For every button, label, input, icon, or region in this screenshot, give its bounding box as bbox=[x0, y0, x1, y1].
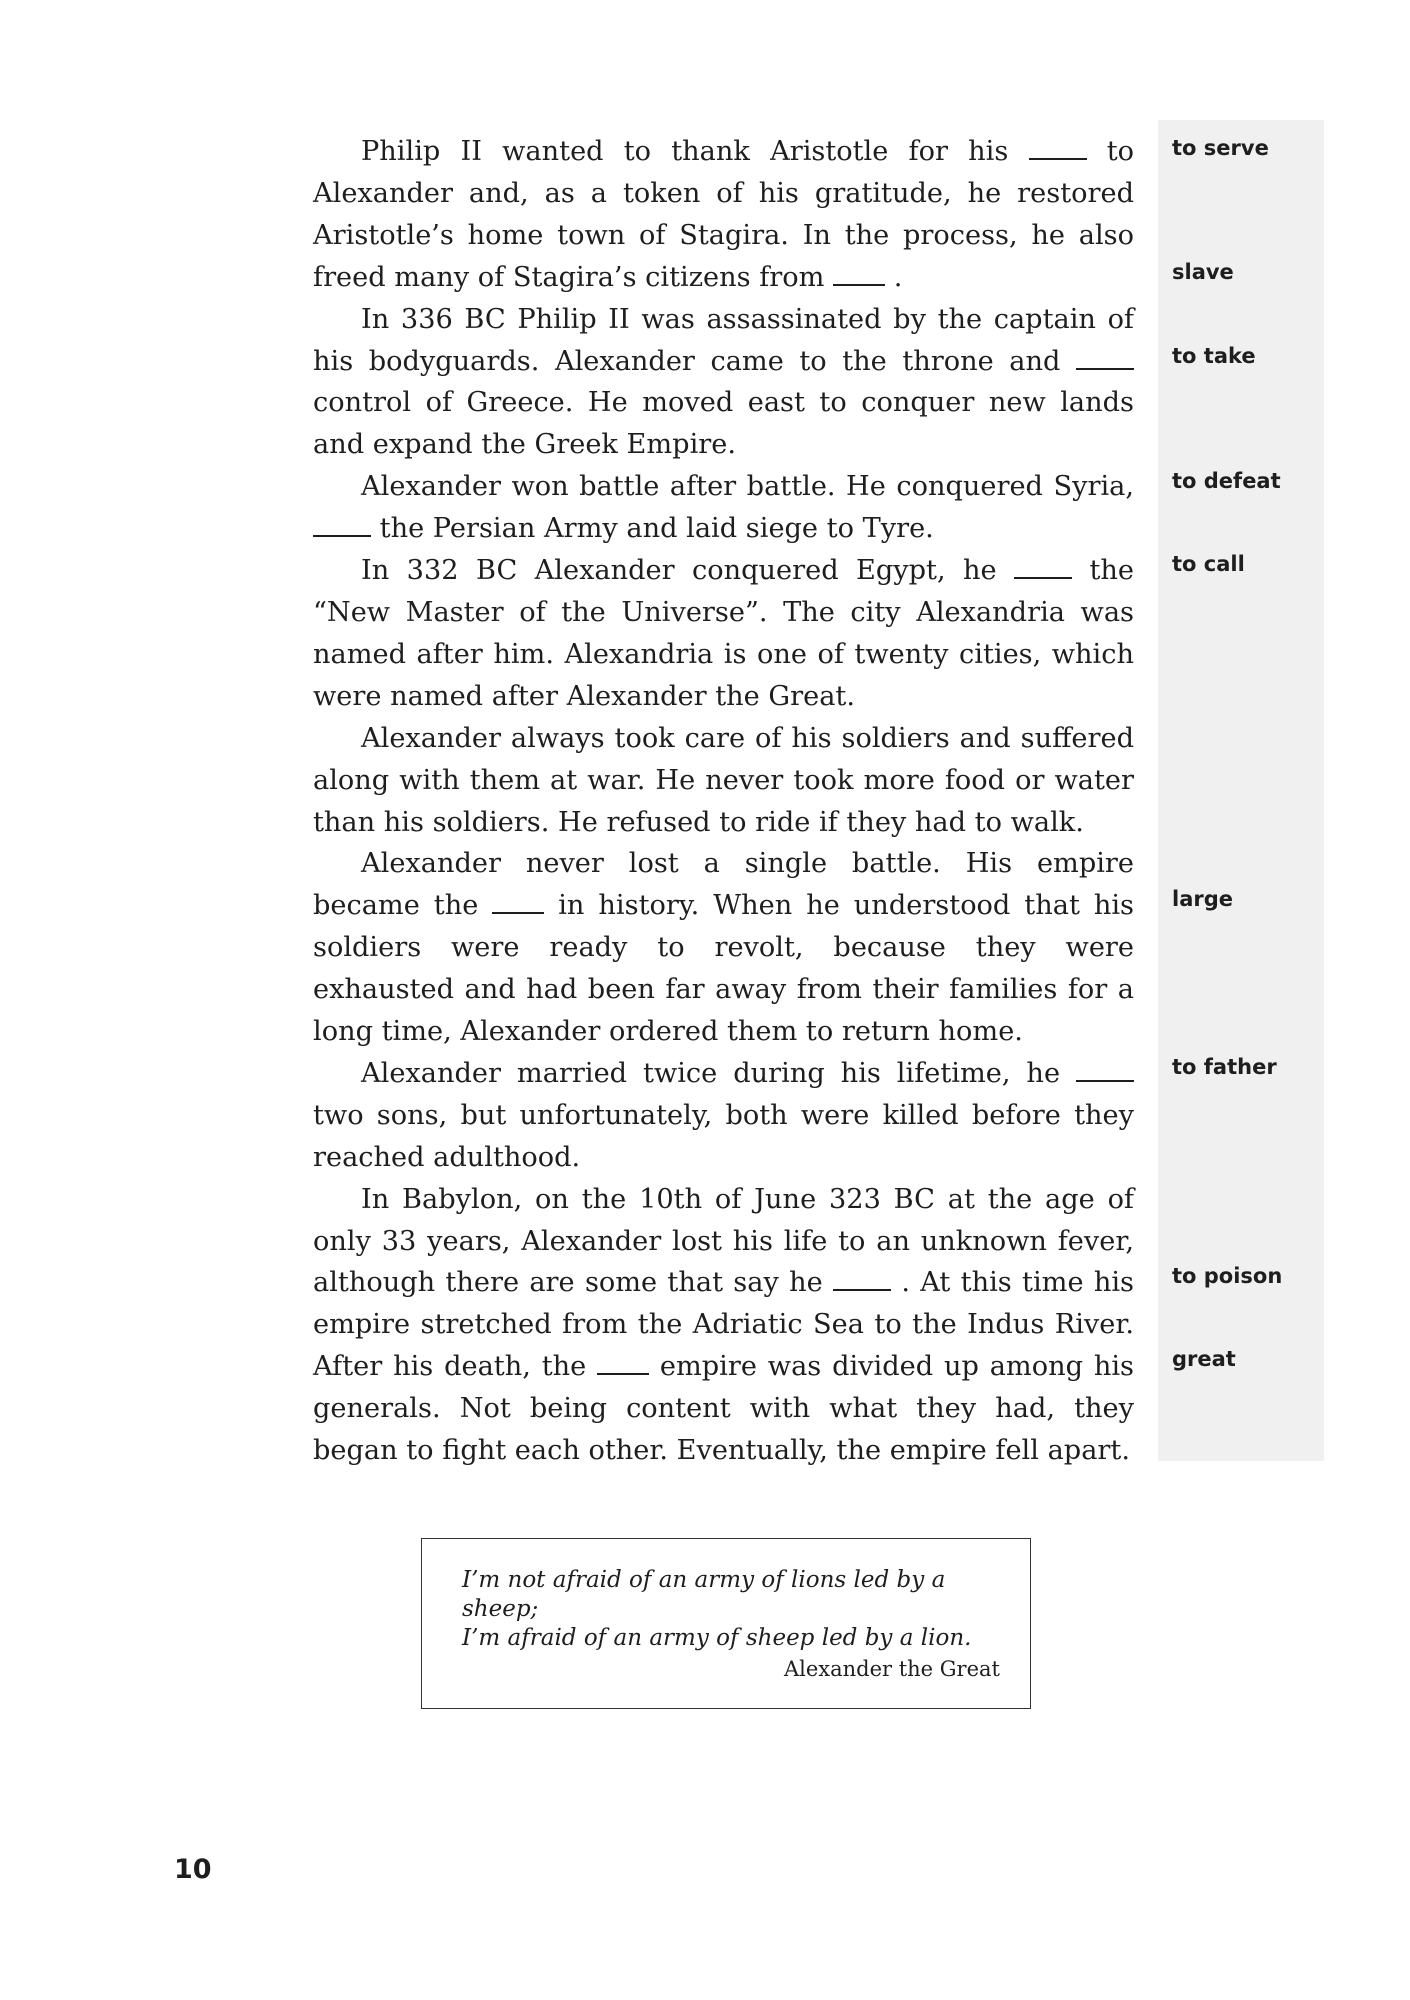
paragraph: Alexander never lost a single battle. His empire became the in history. When he understood that his soldiers were ready to revolt, because they were exhausted and had been far away from their families for a long time, Alexander ordered them to return home. bbox=[313, 848, 1134, 1048]
sidebar-word: to father bbox=[1172, 1055, 1277, 1079]
sidebar-word: great bbox=[1172, 1347, 1236, 1371]
answer-blank[interactable] bbox=[597, 1347, 649, 1375]
page-number: 10 bbox=[174, 1854, 212, 1885]
answer-blank[interactable] bbox=[313, 509, 371, 537]
paragraph: In 336 BC Philip II was assassinated by the captain of his bodyguards. Alexander came to the throne and control of Greece. He moved east to conquer new lands and expand the Greek Empire. bbox=[313, 303, 1134, 461]
paragraph: Alexander won battle after battle. He conquered Syria, the Persian Army and laid siege to Tyre. bbox=[313, 466, 1134, 550]
sidebar-word: to serve bbox=[1172, 136, 1269, 160]
sidebar-word: to take bbox=[1172, 344, 1256, 368]
reading-text bbox=[313, 131, 1134, 1472]
answer-blank[interactable] bbox=[833, 1263, 891, 1291]
quote-box bbox=[421, 1538, 1031, 1709]
quote-line: I’m not afraid of an army of lions led by a sheep; bbox=[462, 1567, 946, 1622]
answer-blank[interactable] bbox=[492, 886, 544, 914]
sidebar-word: to defeat bbox=[1172, 469, 1281, 493]
quote-text bbox=[462, 1566, 1022, 1653]
paragraph: Alexander married twice during his lifetime, he two sons, but unfortunately, both were killed before they reached adulthood. bbox=[313, 1053, 1134, 1179]
answer-blank[interactable] bbox=[1076, 1054, 1134, 1082]
sidebar-word: to poison bbox=[1172, 1264, 1283, 1288]
sidebar-word: large bbox=[1172, 887, 1234, 911]
paragraph: Philip II wanted to thank Aristotle for his to Alexander and, as a token of his gratitude, he restored Aristotle’s home town of Stagira. In the process, he also freed many of Stagira’s citizens from . bbox=[313, 131, 1134, 299]
paragraph: Alexander always took care of his soldiers and suffered along with them at war. He never took more food or water than his soldiers. He refused to ride if they had to walk. bbox=[313, 722, 1134, 838]
word-sidebar bbox=[1158, 120, 1324, 1461]
answer-blank[interactable] bbox=[1014, 551, 1072, 579]
sidebar-word: to call bbox=[1172, 552, 1245, 576]
answer-blank[interactable] bbox=[833, 258, 885, 286]
paragraph: In Babylon, on the 10th of June 323 BC at the age of only 33 years, Alexander lost his life to an unknown fever, although there are some that say he . At this time his empire stretched from the Adriatic Sea to the Indus River. After his death, the empire was divided up among his generals. Not being content with what they had, they began to fight each other. Eventually, the empire fell apart. bbox=[313, 1183, 1134, 1467]
sidebar-word: slave bbox=[1172, 260, 1234, 284]
quote-line: I’m afraid of an army of sheep led by a lion. bbox=[462, 1625, 972, 1651]
paragraph: In 332 BC Alexander conquered Egypt, he the “New Master of the Universe”. The city Alexandria was named after him. Alexandria is one of twenty cities, which were named after Alexander the Great. bbox=[313, 550, 1134, 718]
quote-author: Alexander the Great bbox=[783, 1657, 1000, 1681]
answer-blank[interactable] bbox=[1029, 132, 1087, 160]
answer-blank[interactable] bbox=[1076, 342, 1134, 370]
